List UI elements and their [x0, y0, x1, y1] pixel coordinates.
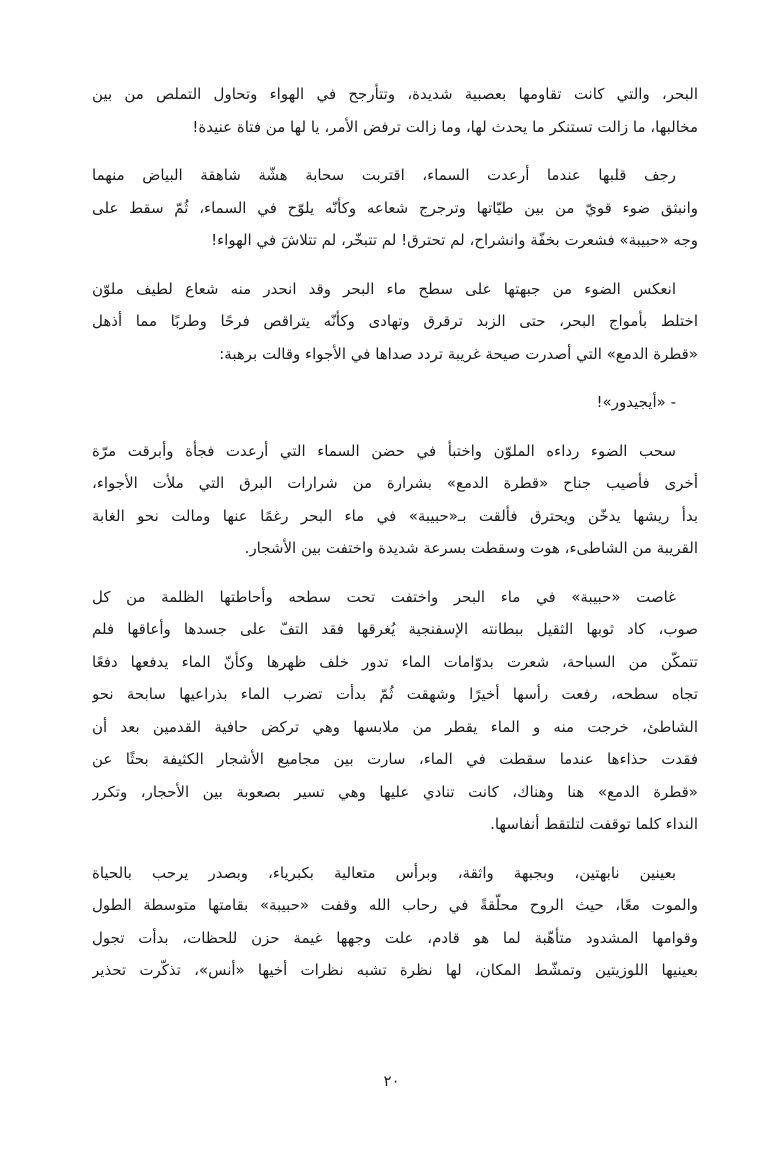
- paragraph-6: [92, 581, 698, 841]
- text-line: «قطرة الدمع» هنا وهناك، كانت تنادي عليها وهي تسير بصعوبة بين الأحجار، وتكرر: [92, 782, 698, 801]
- text-line: رجف قلبها عندما أرعدت السماء، اقتربت سحابة هشّة شاهقة البياض منهما: [92, 166, 676, 184]
- paragraph-5: [92, 435, 698, 565]
- book-page: [92, 78, 698, 1003]
- text-line: البحر، والتي كانت تقاومها بعصبية شديدة، وتتأرجح في الهواء وتحاول التملص من بين: [92, 85, 698, 103]
- text-line: وقوامها المشدود متأهّبة لما هو قادم، علت وجهها غيمة حزن للحظات، بدأت تجول: [92, 928, 698, 947]
- text-line: أخرى فأصيب جناح «قطرة الدمع» بشرارة من شرارات البرق التي ملأت الأجواء،: [92, 474, 698, 492]
- text-line: تجاه سطحه، رفعت رأسها أخيرًا وشهقت ثُمّ بدأت تضرب الماء بذراعيها سابحة نحو: [92, 685, 698, 703]
- text-line: صوب، كاد ثوبها الثقيل ببطانته الإسفنجية يُغرقها فقد التفّ على جسدها وأعاقها فلم: [92, 620, 698, 638]
- text-line: الشاطئ، خرجت منه و الماء يقطر من ملابسها وهي تركض حافية القدمين بعد أن: [92, 717, 698, 736]
- text-line: «قطرة الدمع» التي أصدرت صيحة غريبة تردد صداها في الأجواء وقالت برهبة:: [219, 344, 698, 363]
- text-line: غاصت «حبيبة» في ماء البحر واختفت تحت سطحه وأحاطتها الظلمة من كل: [92, 587, 676, 606]
- text-line: والموت معًا، حيث الروح محلّقةً في رحاب الله وقفت «حبيبة» بقامتها متوسطة الطول: [92, 896, 698, 914]
- text-line: مخالبها، ما زالت تستنكر ما يحدث لها، وما زالت ترفض الأمر، يا لها من فتاة عنيدة!: [192, 117, 698, 136]
- text-line: تتمكّن من السباحة، شعرت بدوّامات الماء تدور خلف ظهرها وكأنّ الماء يدفعها دفعًا: [92, 652, 698, 671]
- paragraph-4-dialogue: [92, 386, 698, 419]
- text-line: وانبثق ضوء قويّ من بين طيّاتها وترجرج شعاعه وكأنّه يلوّح في السماء، ثُمّ سقط على: [92, 198, 698, 217]
- paragraph-2: [92, 159, 698, 257]
- text-line: بدأ ريشها يدخّن ويحترق فألقت بـ«حبيبة» في ماء البحر رغمًا عنها ومالت نحو الغابة: [92, 506, 698, 525]
- paragraph-1: [92, 78, 698, 143]
- text-line: فقدت حذاءها عندما سقطت في الماء، سارت بين مجاميع الأشجار الكثيفة بحثًا عن: [92, 750, 698, 768]
- text-line: وجه «حبيبة» فشعرت بخفّة وانشراح، لم تحترق! لم تتبخّر، لم تتلاشَ في الهواء!: [211, 231, 698, 249]
- text-line: انعكس الضوء من جبهتها على سطح ماء البحر وقد انحدر منه شعاع لطيف ملوّن: [92, 279, 676, 298]
- text-line: اختلط بأمواج البحر، حتى الزبد ترقرق وتهادى وكأنّه يتراقص فرحًا وطربًا مما أذهل: [92, 312, 698, 330]
- page-number: ٢٠: [383, 1072, 400, 1090]
- text-line: سحب الضوء رداءه الملوّن واختبأ في حضن السماء التي أرعدت فجأة وأبرقت مرّة: [92, 441, 676, 460]
- text-line: - «أيجيدور»!: [596, 393, 676, 411]
- paragraph-7: [92, 857, 698, 987]
- paragraph-3: [92, 273, 698, 371]
- text-line: بعينيها اللوزيتين وتمشّط المكان، لها نظرة تشبه نظرات أخيها «أنس»، تذكّرت تحذير: [92, 961, 698, 979]
- text-line: بعينين نابهتين، وبجبهة واثقة، وبرأس متعالية بكبرياء، وبصدر يرحب بالحياة: [92, 863, 676, 882]
- text-line: القريبة من الشاطىء، هوت وسقطت بسرعة شديدة واختفت بين الأشجار.: [244, 539, 698, 557]
- text-line: النداء كلما توقفت لتلتقط أنفاسها.: [490, 815, 698, 833]
